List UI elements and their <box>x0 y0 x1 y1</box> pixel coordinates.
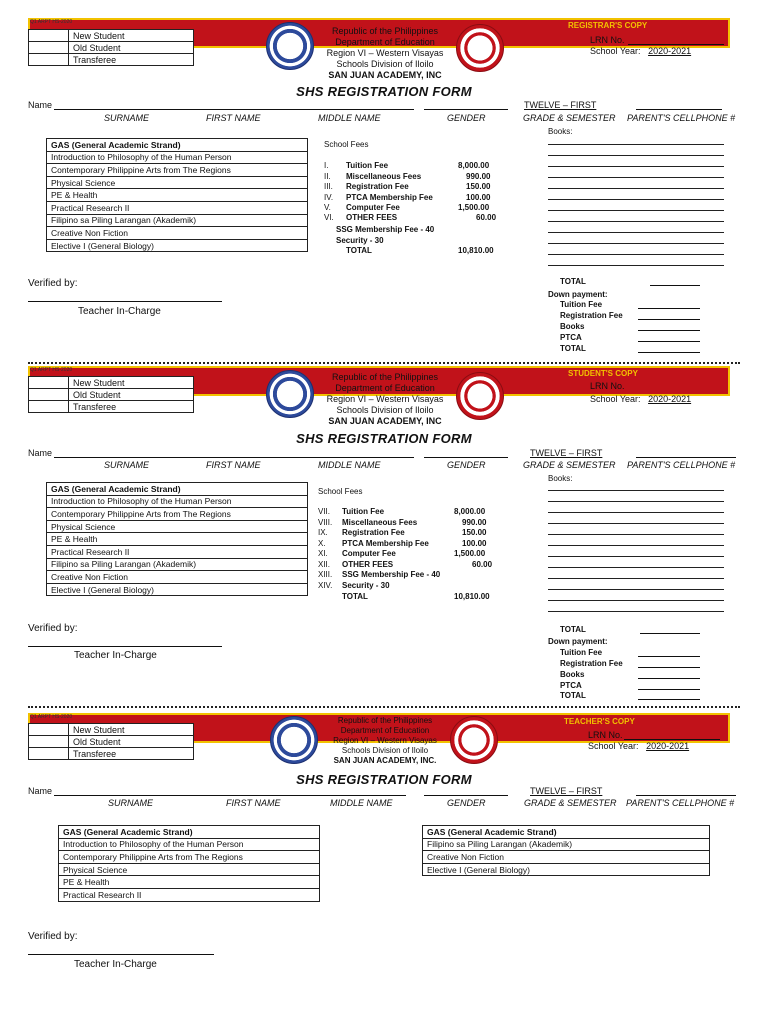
col-grade-sem: GRADE & SEMESTER <box>524 798 617 808</box>
cut-line <box>28 362 740 365</box>
school-header: Republic of the Philippines Department of Education Region VI – Western Visayas Schools Division of Iloilo SAN JUAN ACADEMY, INC <box>326 372 444 426</box>
form-code: Q1 ARPT HS-2020 <box>30 367 73 373</box>
copy-label: REGISTRAR'S COPY <box>568 21 648 30</box>
cellphone-field[interactable] <box>636 457 736 458</box>
student-type-table: New Student Old Student Transferee <box>28 376 194 413</box>
grade-value: TWELVE – FIRST <box>524 100 597 110</box>
col-grade-sem: GRADE & SEMESTER <box>523 113 616 123</box>
signature-line[interactable] <box>28 301 222 302</box>
subjects-table: GAS (General Academic Strand) Introduction to Philosophy of the Human Person Contemporary Philippine Arts from The Regions Physical Science PE & Health Practical Research II Filipino sa Piling Larangan (Akademik) Creative Non Fiction Elective I (General Biology) <box>46 482 308 596</box>
school-year: School Year: 2020-2021 <box>590 46 692 56</box>
col-first-name: FIRST NAME <box>206 460 261 470</box>
school-year: School Year: 2020-2021 <box>588 741 690 751</box>
col-surname: SURNAME <box>104 460 150 470</box>
teacher-in-charge: Teacher In-Charge <box>74 650 157 661</box>
col-gender: GENDER <box>447 460 486 470</box>
checkbox-transferee[interactable] <box>29 54 69 66</box>
name-label: Name <box>28 448 53 458</box>
copy-label: STUDENT'S COPY <box>568 369 638 378</box>
col-parent-cell: PARENT'S CELLPHONE # <box>627 460 736 470</box>
checkbox-old[interactable] <box>29 42 69 54</box>
cut-line <box>28 706 740 709</box>
lrn-field[interactable] <box>628 44 724 45</box>
col-middle-name: MIDDLE NAME <box>330 798 393 808</box>
subjects-table-left: GAS (General Academic Strand) Introduction to Philosophy of the Human Person Contemporary Philippine Arts from The Regions Physical Science PE & Health Practical Research II <box>58 825 320 902</box>
col-gender: GENDER <box>447 113 486 123</box>
col-parent-cell: PARENT'S CELLPHONE # <box>626 798 735 808</box>
student-type-table: New Student Old Student Transferee <box>28 29 194 66</box>
name-field[interactable] <box>54 109 414 110</box>
col-surname: SURNAME <box>108 798 154 808</box>
cellphone-field[interactable] <box>636 109 722 110</box>
col-middle-name: MIDDLE NAME <box>318 460 381 470</box>
cellphone-field[interactable] <box>636 795 736 796</box>
books-label: Books: <box>548 474 573 483</box>
form-title: SHS REGISTRATION FORM <box>296 431 472 446</box>
checkbox-transferee[interactable] <box>29 748 69 760</box>
lrn-label: LRN No. <box>590 35 625 45</box>
verified-by-label: Verified by: <box>28 931 78 942</box>
form-code: Q1 ARPT HS-2020 <box>30 19 73 25</box>
form-title: SHS REGISTRATION FORM <box>296 84 472 99</box>
name-label: Name <box>28 786 53 796</box>
lrn-field[interactable] <box>624 739 720 740</box>
subjects-table-right: GAS (General Academic Strand) Filipino sa Piling Larangan (Akademik) Creative Non Fiction Elective I (General Biology) <box>422 825 710 876</box>
teacher-in-charge: Teacher In-Charge <box>78 306 161 317</box>
col-parent-cell: PARENT'S CELLPHONE # <box>627 113 736 123</box>
school-year: School Year: 2020-2021 <box>590 394 692 404</box>
gender-field[interactable] <box>424 795 508 796</box>
checkbox-new[interactable] <box>29 30 69 42</box>
checkbox-old[interactable] <box>29 389 69 401</box>
form-code: Q1 ARPT HS-2020 <box>30 714 73 720</box>
col-middle-name: MIDDLE NAME <box>318 113 381 123</box>
col-surname: SURNAME <box>104 113 150 123</box>
student-type-table: New Student Old Student Transferee <box>28 723 194 760</box>
checkbox-new[interactable] <box>29 724 69 736</box>
books-label: Books: <box>548 127 573 136</box>
col-first-name: FIRST NAME <box>226 798 281 808</box>
form-title: SHS REGISTRATION FORM <box>296 772 472 787</box>
col-first-name: FIRST NAME <box>206 113 261 123</box>
copy-label: TEACHER'S COPY <box>564 717 635 726</box>
gender-field[interactable] <box>424 109 508 110</box>
school-header: Republic of the Philippines Department of Education Region VI – Western Visayas Schools Division of Iloilo SAN JUAN ACADEMY, INC <box>326 26 444 80</box>
name-label: Name <box>28 100 53 110</box>
name-field[interactable] <box>54 795 406 796</box>
teacher-in-charge: Teacher In-Charge <box>74 959 157 970</box>
grade-value: TWELVE – FIRST <box>530 448 603 458</box>
col-grade-sem: GRADE & SEMESTER <box>523 460 616 470</box>
verified-by-label: Verified by: <box>28 623 78 634</box>
col-gender: GENDER <box>447 798 486 808</box>
signature-line[interactable] <box>28 954 214 955</box>
checkbox-transferee[interactable] <box>29 401 69 413</box>
name-field[interactable] <box>54 457 414 458</box>
lrn-label: LRN No. <box>588 730 623 740</box>
lrn-label: LRN No. <box>590 381 625 391</box>
grade-value: TWELVE – FIRST <box>530 786 603 796</box>
checkbox-old[interactable] <box>29 736 69 748</box>
verified-by-label: Verified by: <box>28 278 78 289</box>
school-header: Republic of the Philippines Department of Education Region VI – Western Visayas Schools Division of Iloilo SAN JUAN ACADEMY, INC. <box>333 716 437 765</box>
checkbox-new[interactable] <box>29 377 69 389</box>
subjects-table: GAS (General Academic Strand) Introduction to Philosophy of the Human Person Contemporary Philippine Arts from The Regions Physical Science PE & Health Practical Research II Filipino sa Piling Larangan (Akademik) Creative Non Fiction Elective I (General Biology) <box>46 138 308 252</box>
signature-line[interactable] <box>28 646 222 647</box>
gender-field[interactable] <box>424 457 508 458</box>
